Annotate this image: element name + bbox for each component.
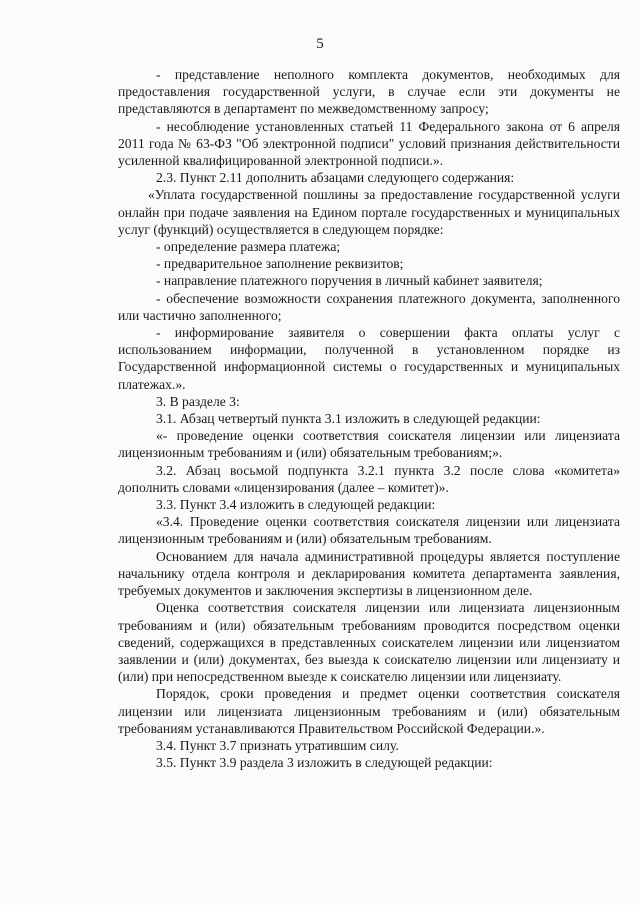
- document-body: [118, 66, 620, 771]
- paragraph: - направление платежного поручения в личный кабинет заявителя;: [156, 273, 543, 289]
- paragraph: - несоблюдение установленных статьей 11 Федерального закона от 6 апреля 2011 года № 63-ФЗ "Об электронной подписи" условий признания действительности усиленной квалифицированной электронной подписи.».: [118, 118, 620, 169]
- paragraph: 2.3. Пункт 2.11 дополнить абзацами следующего содержания:: [156, 170, 515, 186]
- paragraph: 3.4. Пункт 3.7 признать утратившим силу.: [156, 737, 399, 753]
- paragraph: - определение размера платежа;: [156, 239, 341, 255]
- paragraph: 3.2. Абзац восьмой подпункта 3.2.1 пункта 3.2 после слова «комитета» дополнить словами «лицензирования (далее – комитет)».: [118, 462, 620, 495]
- paragraph: 3. В разделе 3:: [156, 393, 240, 409]
- paragraph: 3.3. Пункт 3.4 изложить в следующей редакции:: [156, 497, 436, 513]
- paragraph: 3.5. Пункт 3.9 раздела 3 изложить в следующей редакции:: [156, 755, 493, 771]
- paragraph: - предварительное заполнение реквизитов;: [156, 256, 404, 272]
- paragraph: - представление неполного комплекта документов, необходимых для предоставления государственной услуги, в случае если эти документы не представляются в департамент по межведомственному запросу;: [118, 67, 620, 117]
- paragraph: «3.4. Проведение оценки соответствия соискателя лицензии или лицензиата лицензионным требованиям и (или) обязательным требованиям.: [118, 514, 620, 547]
- paragraph: - информирование заявителя о совершении факта оплаты услуг с использованием информации, полученной в установленном порядке из Государственной информационной системы о государственных и муниципальных платежах.».: [118, 325, 620, 392]
- paragraph: Основанием для начала административной процедуры является поступление начальнику отдела контроля и декларирования комитета департамента заявления, требуемых документов и заключения экспертизы в лицензионном деле.: [118, 548, 620, 599]
- paragraph: Оценка соответствия соискателя лицензии или лицензиата лицензионным требованиям и (или) обязательным требованиям проводится посредством оценки сведений, содержащихся в представленных соискателем лицензии или лицензиатом заявлении и (или) документах, без выезда к соискателю лицензии или лицензиату и (или) при непосредственном выезде к соискателю лицензии или лицензиату.: [118, 600, 620, 685]
- page-number: 5: [316, 36, 324, 52]
- paragraph: 3.1. Абзац четвертый пункта 3.1 изложить в следующей редакции:: [156, 411, 541, 427]
- paragraph: «- проведение оценки соответствия соискателя лицензии или лицензиата лицензионным требованиям и (или) обязательным требованиям;».: [118, 428, 620, 461]
- paragraph: «Уплата государственной пошлины за предоставление государственной услуги онлайн при подаче заявления на Едином портале государственных и муниципальных услуг (функций) осуществляется в следующем порядке:: [118, 187, 620, 237]
- paragraph: Порядок, сроки проведения и предмет оценки соответствия соискателя лицензии или лицензиата лицензионным требованиям и (или) обязательным требованиям устанавливаются Правительством Российской Федерации.».: [118, 686, 620, 736]
- paragraph: - обеспечение возможности сохранения платежного документа, заполненного или частично заполненного;: [118, 290, 620, 323]
